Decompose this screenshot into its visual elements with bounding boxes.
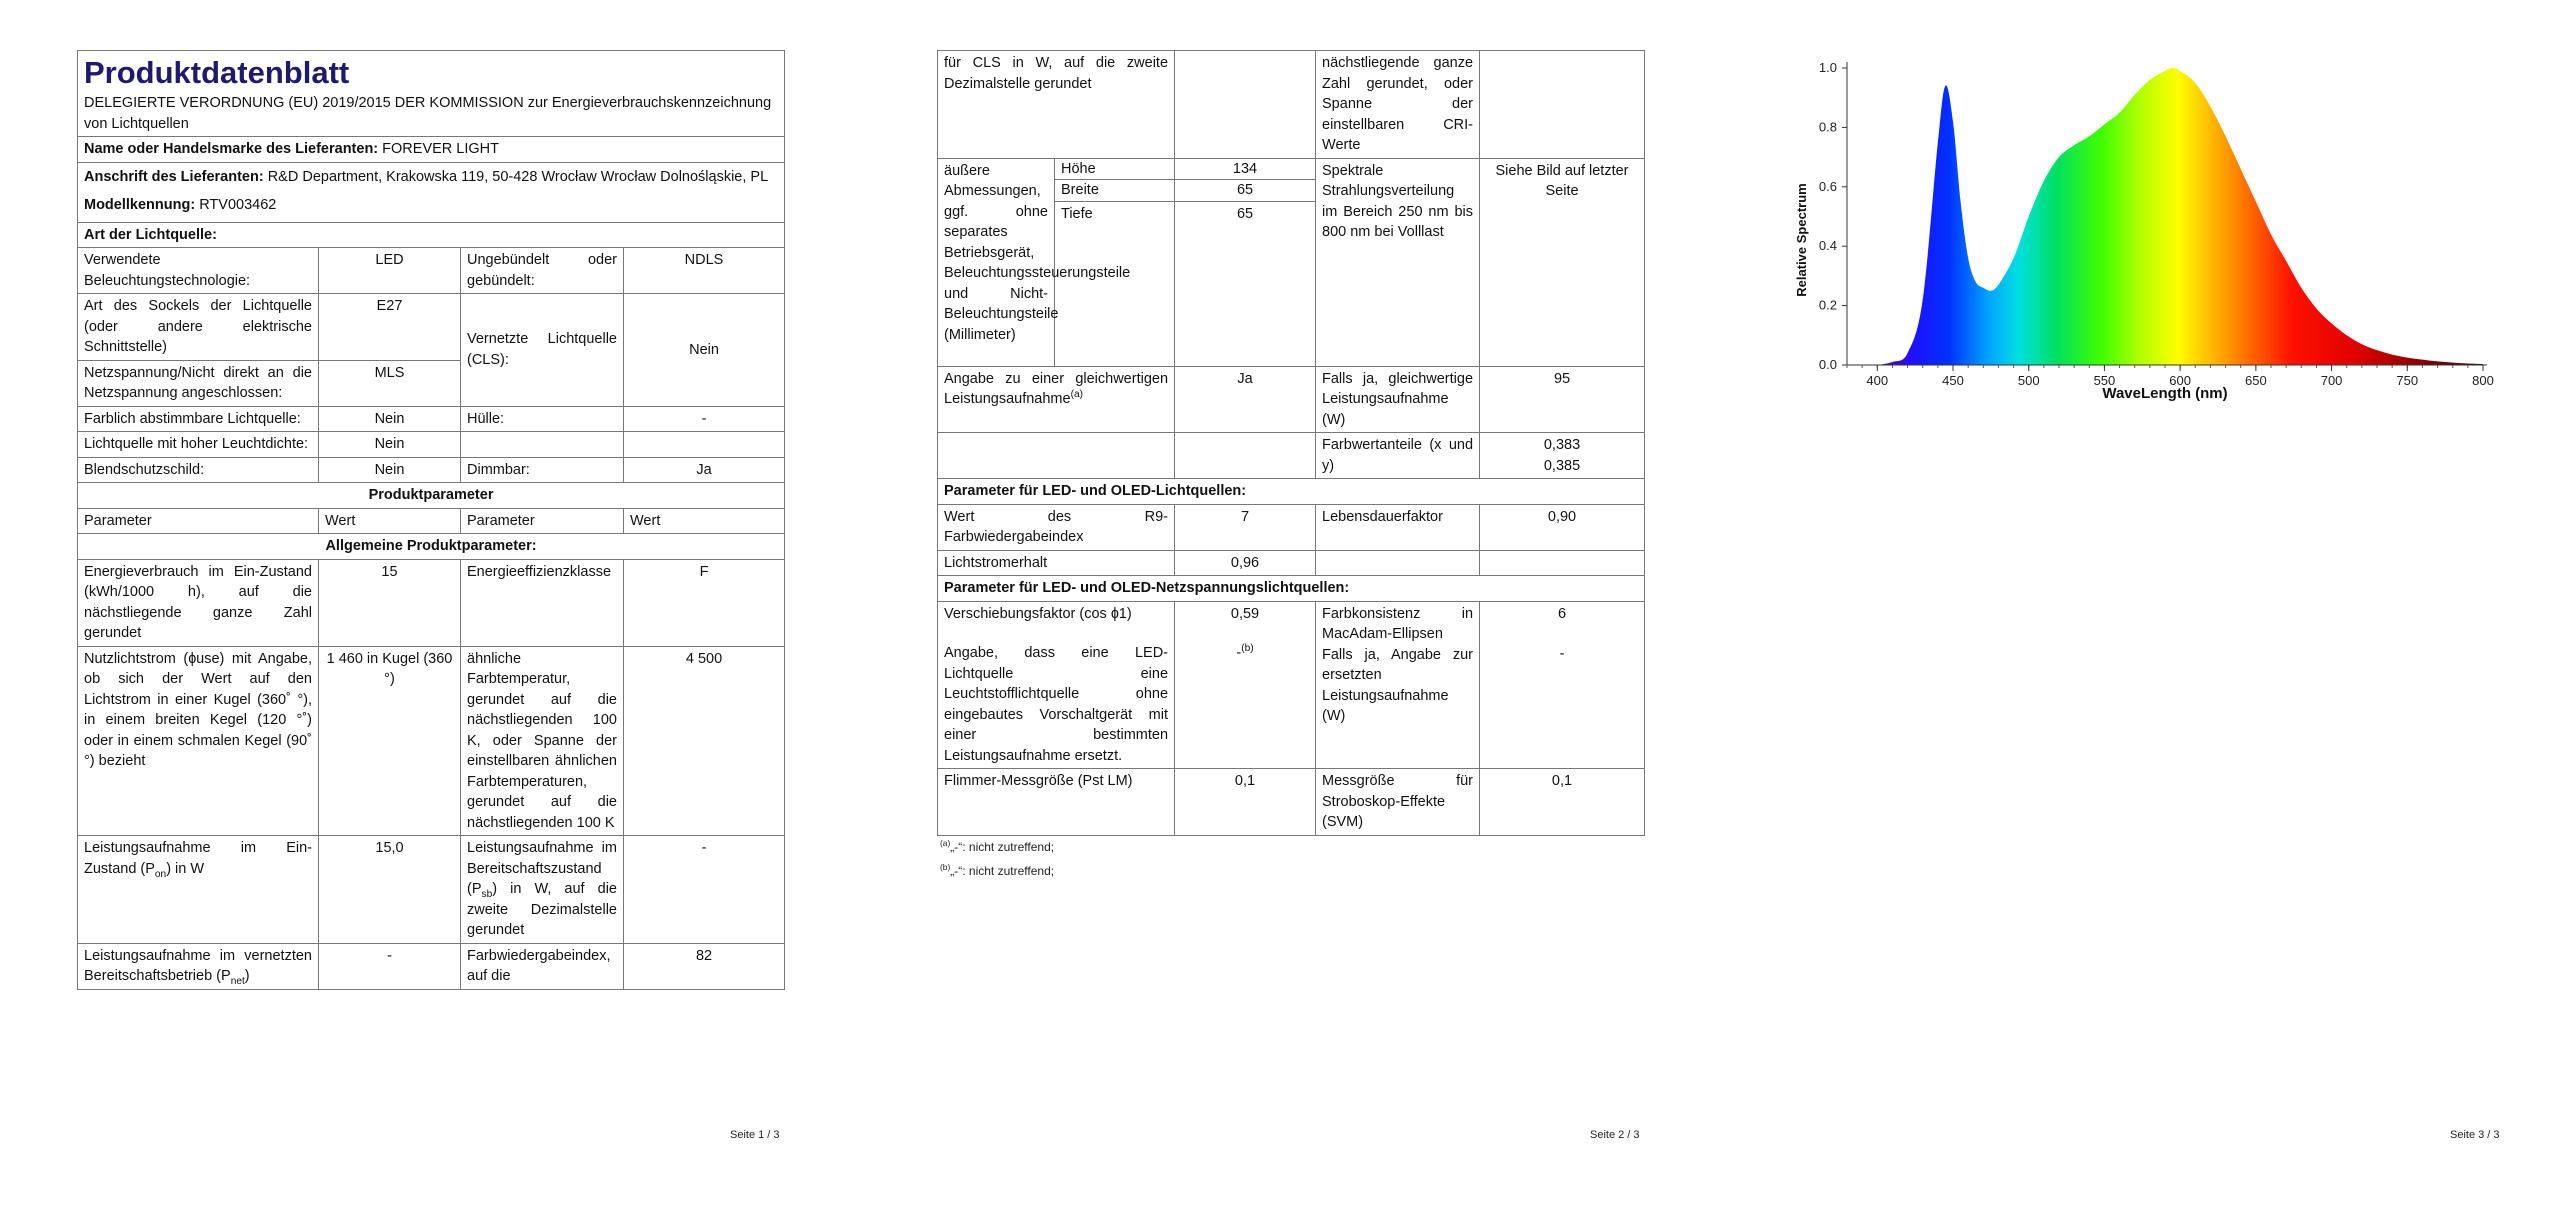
dims-label: äußere Abmessungen, ggf. ohne separates Betriebsgerät, Beleuchtungssteuerungsteile und Nicht-Beleuchtungsteile (Millimeter) <box>938 158 1055 366</box>
chart-y-tick-label: 0.8 <box>1818 119 1837 135</box>
svm-value: 0,1 <box>1480 769 1645 836</box>
col-value-1: Wert <box>319 508 461 534</box>
chart-x-tick-label: 500 <box>2017 373 2040 388</box>
height-row <box>938 158 1645 180</box>
maintenance-row <box>938 550 1645 576</box>
supplier-name-label: Name oder Handelsmarke des Lieferanten: <box>84 141 379 157</box>
chart-x-axis-label: WaveLength (nm) <box>2102 385 2228 402</box>
glare-row <box>78 457 785 483</box>
spectral-label: Spektrale Strahlungsverteilung im Bereich 250 nm bis 800 nm bei Volllast <box>1316 158 1480 366</box>
product-datasheet-table-continued <box>937 50 1645 836</box>
model-value: RTV003462 <box>199 197 277 213</box>
product-params-header: Produktparameter <box>78 483 785 509</box>
chart-x-tick-label: 550 <box>2093 373 2116 388</box>
footnote-a: $^{(a)}$„-“: nicht zutreffend; <box>940 838 1055 854</box>
model-label: Modellkennung: <box>84 197 196 213</box>
tech-label: Verwendete Beleuchtungstechnologie: <box>78 248 319 294</box>
high-luminance-label: Lichtquelle mit hoher Leuchtdichte: <box>78 432 319 458</box>
r9-value: 7 <box>1175 504 1316 550</box>
replaced-power-label: Falls ja, Angabe zur ersetzten Leistungsaufnahme (W) <box>1322 646 1474 724</box>
macadam-value: 6 <box>1557 605 1567 622</box>
pnet-label-continued: für CLS in W, auf die zweite Dezimalstelle gerundet <box>938 51 1175 159</box>
cct-label: ähnliche Farbtemperatur, gerundet auf die nächstliegenden 100 K, oder Spanne der einstellbaren ähnlichen Farbtemperaturen, gerundet auf die nächstliegenden 100 K <box>461 646 624 836</box>
cls-label: Vernetzte Lichtquelle (CLS): <box>461 294 624 407</box>
column-header-row <box>78 508 785 534</box>
chart-y-tick-label: 1.0 <box>1818 60 1837 75</box>
chart-y-tick-label: 0.0 <box>1818 357 1837 372</box>
pon-value: 15,0 <box>319 836 461 944</box>
maint-value: 0,96 <box>1175 550 1316 576</box>
height-label: Höhe <box>1055 158 1175 180</box>
chart-x-tick-label: 800 <box>2472 373 2494 388</box>
cri-value: 82 <box>624 943 785 989</box>
high-luminance-value: Nein <box>319 432 461 458</box>
led-params-header: Parameter für LED- und OLED-Lichtquellen: <box>938 479 1645 505</box>
lifetime-label: Lebensdauerfaktor <box>1316 504 1480 550</box>
cri-label-continued: nächstliegende ganze Zahl gerundet, oder Spanne der einstellbaren CRI-Werte <box>1316 51 1480 159</box>
mains-label: Netzspannung/Nicht direkt an die Netzspannung angeschlossen: <box>78 360 319 406</box>
socket-value: E27 <box>319 294 461 361</box>
socket-label: Art des Sockels der Lichtquelle (oder andere elektrische Schnittstelle) <box>78 294 319 361</box>
r9-label: Wert des R9-Farbwiedergabeindex <box>938 504 1175 550</box>
chart-plot-area <box>1877 68 2483 365</box>
col-value-2: Wert <box>624 508 785 534</box>
glare-label: Blendschutzschild: <box>78 457 319 483</box>
equivalent-power-row <box>938 366 1645 433</box>
depth-value: 65 <box>1175 201 1316 366</box>
chart-x-tick-label: 400 <box>1866 373 1889 388</box>
chart-x-tick-label: 700 <box>2320 373 2343 388</box>
envelope-value: - <box>624 406 785 432</box>
flicker-value: 0,1 <box>1175 769 1316 836</box>
pnet-row <box>78 943 785 989</box>
flicker-label: Flimmer-Messgröße (Pst LM) <box>938 769 1175 836</box>
supplier-name-value: FOREVER LIGHT <box>382 141 499 157</box>
power-factor-row <box>938 601 1645 769</box>
depth-label: Tiefe <box>1055 201 1175 366</box>
pf-label: Verschiebungsfaktor (cos ɸ1) Angabe, dass eine LED-Lichtquelle eine Leuchtstofflichtquelle ohne eingebautes Vorschaltgerät mit einer bestimmten Leistungsaufnahme ersetzt. <box>938 601 1175 769</box>
color-tunable-row <box>78 406 785 432</box>
chart-y-axis-label: Relative Spectrum <box>1794 183 1809 297</box>
led-params-header-row <box>938 479 1645 505</box>
supplier-address-label: Anschrift des Lieferanten: <box>84 168 264 185</box>
replace-label: Angabe, dass eine LED-Lichtquelle eine Leuchtstofflichtquelle ohne eingebautes Vorschaltgerät mit einer bestimmten Leistungsaufnahme ersetzt. <box>944 645 1169 764</box>
chart-x-tick-label: 650 <box>2245 373 2267 388</box>
cri-label: Farbwiedergabeindex, auf die <box>461 943 624 989</box>
envelope-label: Hülle: <box>461 406 624 432</box>
general-params-header-row <box>78 534 785 560</box>
footnote-b: $^{(b)}$„-“: nicht zutreffend; <box>940 862 1055 878</box>
mains-params-header: Parameter für LED- und OLED-Netzspannungslichtquellen: <box>938 576 1645 602</box>
width-label: Breite <box>1055 180 1175 202</box>
supplier-address-value: R&D Department, Krakowska 119, 50-428 Wrocław Wrocław Dolnośląskie, PL <box>267 168 769 185</box>
mains-params-header-row <box>938 576 1645 602</box>
product-params-header-row <box>78 483 785 509</box>
energy-row <box>78 559 785 646</box>
macadam-label: Farbkonsistenz in MacAdam-Ellipsen <box>1322 605 1474 642</box>
efficiency-class-label: Energieeffizienzklasse <box>461 559 624 646</box>
efficiency-class-value: F <box>624 559 785 646</box>
chart-x-tick-label: 600 <box>2169 373 2191 388</box>
bundled-label: Ungebündelt oder gebündelt: <box>461 248 624 294</box>
type-header-row <box>78 222 785 248</box>
dimmable-label: Dimmbar: <box>461 457 624 483</box>
height-value: 134 <box>1175 158 1316 180</box>
equiv-power-label: Falls ja, gleichwertige Leistungsaufnahme (W) <box>1316 366 1480 433</box>
page-1 <box>0 0 853 1206</box>
general-params-header: Allgemeine Produktparameter: <box>78 534 785 560</box>
chart-y-tick-label: 0.4 <box>1818 238 1837 254</box>
supplier-address-row <box>78 162 785 222</box>
tech-value: LED <box>319 248 461 294</box>
regulation-text: DELEGIERTE VERORDNUNG (EU) 2019/2015 DER KOMMISSION zur Energieverbrauchskennzeichnung von Lichtquellen <box>84 95 772 132</box>
col-parameter-2: Parameter <box>461 508 624 534</box>
glare-value: Nein <box>319 457 461 483</box>
socket-row <box>78 294 785 361</box>
chart-y-tick-label: 0.6 <box>1818 178 1837 194</box>
r9-row <box>938 504 1645 550</box>
equiv-label: Angabe zu einer gleichwertigen Leistungsaufnahme$^{(a)}$ <box>938 366 1175 433</box>
pon-row <box>78 836 785 944</box>
width-value: 65 <box>1175 180 1316 202</box>
psb-label: Leistungsaufnahme im Bereitschaftszustand $(P_{sb})$ in W, auf die zweite Dezimalstelle gerundet <box>461 836 624 944</box>
cct-value: 4 500 <box>624 646 785 836</box>
pnet-label: Leistungsaufnahme im vernetzten Bereitschaftsbetrieb $(P_{net})$ <box>78 943 319 989</box>
chart-x-tick-label: 750 <box>2396 373 2419 388</box>
mains-value: MLS <box>319 360 461 406</box>
cls-value: Nein <box>624 294 785 407</box>
flicker-row <box>938 769 1645 836</box>
pf-value: 0,59 <box>1230 605 1260 622</box>
macadam-value-cell <box>1480 601 1645 769</box>
continuation-row <box>938 51 1645 159</box>
page-number-3: Seite 3 / 3 <box>2450 1129 2500 1141</box>
title-row <box>78 51 785 137</box>
dimmable-value: Ja <box>624 457 785 483</box>
chart-x-tick-label: 450 <box>1942 373 1964 388</box>
col-parameter-1: Parameter <box>78 508 319 534</box>
page-number-1: Seite 1 / 3 <box>730 1129 780 1141</box>
chart-y-tick-label: 0.2 <box>1818 297 1837 313</box>
product-datasheet-table <box>77 50 785 990</box>
energy-value: 15 <box>319 559 461 646</box>
type-header: Art der Lichtquelle: <box>78 222 785 248</box>
high-luminance-row <box>78 432 785 458</box>
color-tunable-value: Nein <box>319 406 461 432</box>
chroma-x: 0,383 <box>1543 437 1581 453</box>
bundled-value: NDLS <box>624 248 785 294</box>
chromaticity-row <box>938 433 1645 479</box>
equiv-value: Ja <box>1175 366 1316 433</box>
flux-value: 1 460 in Kugel (360 °) <box>319 646 461 836</box>
chroma-label: Farbwertanteile (x und y) <box>1316 433 1480 479</box>
pnet-value: - <box>319 943 461 989</box>
energy-label: Energieverbrauch im Ein-Zustand (kWh/1000 h), auf die nächstliegende ganze Zahl gerundet <box>78 559 319 646</box>
lifetime-value: 0,90 <box>1480 504 1645 550</box>
macadam-label-cell <box>1316 601 1480 769</box>
replace-value: -$^{(b)}$ <box>1236 643 1254 661</box>
maint-label: Lichtstromerhalt <box>938 550 1175 576</box>
chroma-y: 0,385 <box>1543 457 1581 474</box>
spectrum-chart <box>1790 40 2510 420</box>
supplier-name-row <box>78 137 785 163</box>
psb-value: - <box>624 836 785 944</box>
spectrum-area <box>1877 68 2483 365</box>
flux-label: Nutzlichtstrom (ɸuse) mit Angabe, ob sich der Wert auf den Lichtstrom in einer Kugel (360˚ °), in einem breiten Kegel (120 °˚) oder in einem schmalen Kegel (90˚ °) bezieht <box>78 646 319 836</box>
page-title: Produktdatenblatt <box>84 55 350 90</box>
pon-label: Leistungsaufnahme im Ein-Zustand $(P_{on})$ in W <box>78 836 319 944</box>
spectral-value: Siehe Bild auf letzter Seite <box>1480 158 1645 366</box>
tech-row <box>78 248 785 294</box>
flux-row <box>78 646 785 836</box>
color-tunable-label: Farblich abstimmbare Lichtquelle: <box>78 406 319 432</box>
page-number-2: Seite 2 / 3 <box>1590 1129 1640 1141</box>
equiv-power-value: 95 <box>1480 366 1645 433</box>
chroma-values <box>1480 433 1645 479</box>
pf-value-cell <box>1175 601 1316 769</box>
svm-label: Messgröße für Stroboskop-Effekte (SVM) <box>1316 769 1480 836</box>
replaced-power-value: - <box>1559 646 1565 662</box>
